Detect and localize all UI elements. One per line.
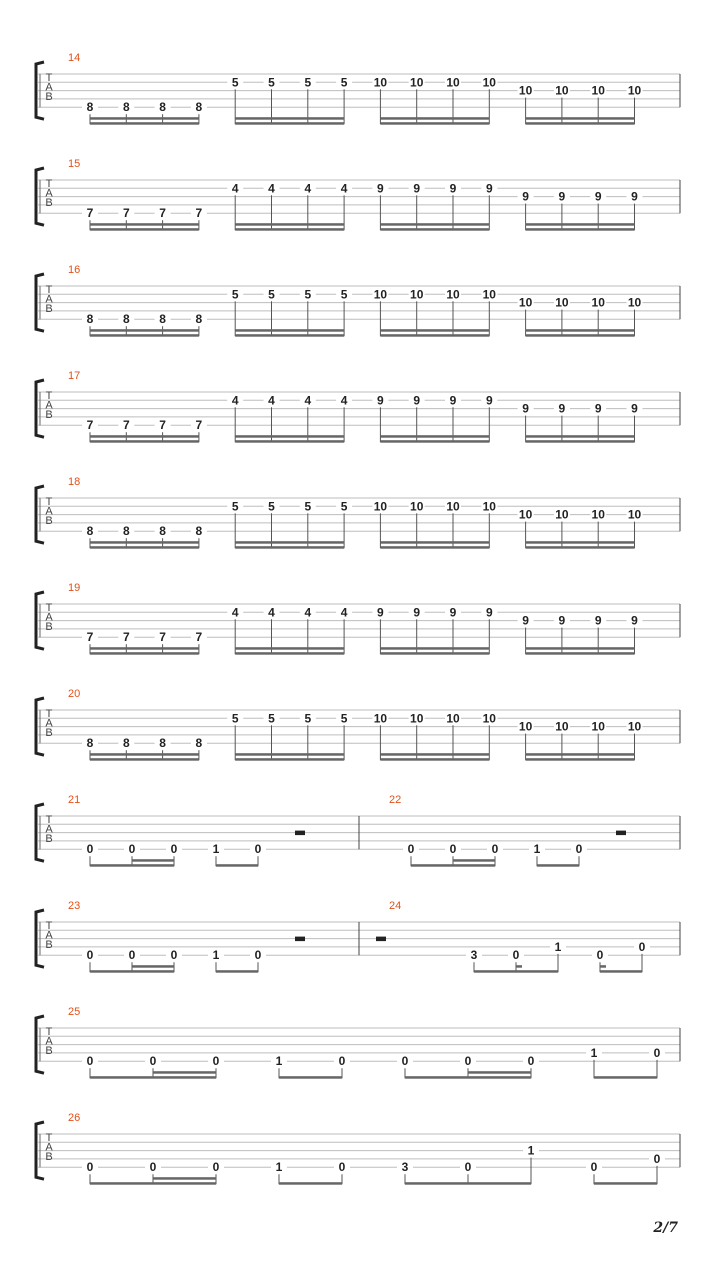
fret-number: 4 (304, 181, 312, 196)
rest-mark (376, 937, 386, 942)
fret-number: 10 (410, 499, 424, 514)
beam (380, 228, 489, 231)
fret-number: 0 (653, 1045, 661, 1060)
beam (90, 758, 199, 761)
fret-number: 8 (195, 524, 203, 539)
tab-clef-letter: A (45, 611, 53, 624)
fret-number: 5 (268, 499, 275, 514)
fret-number: 10 (482, 499, 496, 514)
beam (90, 970, 174, 973)
measure-number: 18 (68, 476, 81, 488)
fret-number: 10 (518, 83, 533, 98)
fret-number: 0 (149, 1160, 157, 1175)
fret-number: 8 (195, 100, 203, 115)
beam (380, 122, 489, 125)
fret-number: 8 (159, 736, 166, 751)
beam (526, 223, 635, 226)
fret-number: 5 (231, 711, 239, 726)
tab-clef-letter: B (45, 197, 53, 209)
beam (380, 223, 489, 226)
beam (594, 1076, 657, 1079)
fret-number: 10 (591, 507, 605, 522)
fret-number: 10 (373, 499, 388, 514)
beam (380, 440, 489, 443)
fret-number: 7 (122, 206, 130, 221)
tab-system (36, 1006, 680, 1079)
tab-system (36, 264, 680, 337)
fret-number: 5 (231, 499, 239, 514)
fret-number: 4 (340, 181, 348, 196)
fret-number: 0 (254, 842, 262, 857)
tab-clef-letter: A (45, 717, 53, 730)
fret-number: 8 (122, 736, 130, 751)
fret-number: 10 (373, 75, 388, 90)
beam (526, 334, 635, 337)
beam (90, 541, 199, 544)
fret-number: 1 (212, 948, 220, 963)
fret-number: 8 (86, 736, 94, 751)
beam (526, 647, 635, 650)
beam (380, 546, 489, 549)
fret-number: 0 (170, 842, 178, 857)
fret-number: 10 (410, 711, 424, 726)
beam (526, 541, 635, 544)
beam (380, 647, 489, 650)
fret-number: 9 (594, 613, 602, 628)
beam (526, 122, 635, 125)
fret-number: 8 (86, 312, 94, 327)
tab-clef-letter: A (45, 1141, 53, 1154)
fret-number: 9 (558, 401, 566, 416)
tab-clef-letter: B (45, 1151, 53, 1163)
measure-number: 17 (68, 370, 81, 382)
measure-number: 20 (68, 688, 81, 700)
tab-clef-letter: T (45, 814, 53, 826)
tab-system (36, 1112, 680, 1185)
fret-number: 5 (340, 711, 348, 726)
beam (90, 440, 199, 443)
beam (90, 647, 199, 650)
fret-number: 9 (377, 181, 384, 196)
rest-mark (295, 831, 305, 836)
rest-mark (616, 831, 626, 836)
tab-clef-letter: A (45, 1035, 53, 1048)
beam (235, 228, 344, 231)
fret-number: 8 (159, 312, 166, 327)
measure-number: 14 (68, 52, 81, 64)
beam (235, 440, 344, 443)
beam (600, 970, 642, 973)
fret-number: 3 (470, 948, 478, 963)
fret-number: 0 (527, 1054, 535, 1069)
measure-number: 24 (389, 900, 402, 912)
beam (526, 435, 635, 438)
fret-number: 1 (212, 842, 220, 857)
fret-number: 5 (268, 287, 275, 302)
fret-number: 7 (122, 418, 130, 433)
tab-system (36, 688, 680, 761)
beam (453, 859, 495, 862)
beam (235, 223, 344, 226)
fret-number: 0 (338, 1160, 346, 1175)
fret-number: 0 (149, 1054, 157, 1069)
fret-number: 0 (512, 948, 520, 963)
fret-number: 10 (373, 287, 388, 302)
fret-number: 8 (122, 312, 130, 327)
fret-number: 1 (533, 842, 541, 857)
fret-number: 7 (159, 418, 166, 433)
beam (474, 970, 558, 973)
fret-number: 5 (340, 287, 348, 302)
fret-number: 1 (590, 1045, 598, 1060)
tab-clef-letter: A (45, 187, 53, 200)
fret-number: 10 (410, 287, 424, 302)
beam (526, 440, 635, 443)
beam (132, 965, 174, 968)
tab-clef-letter: B (45, 409, 53, 421)
measure-number: 21 (68, 794, 81, 806)
fret-number: 0 (449, 842, 457, 857)
fret-number: 5 (304, 75, 312, 90)
fret-number: 0 (596, 948, 604, 963)
beam (380, 435, 489, 438)
fret-number: 10 (482, 75, 496, 90)
beam (216, 970, 258, 973)
fret-number: 0 (464, 1054, 472, 1069)
fret-number: 9 (413, 393, 421, 408)
beam (380, 541, 489, 544)
fret-number: 10 (518, 295, 533, 310)
fret-number: 10 (591, 83, 605, 98)
fret-number: 8 (195, 736, 203, 751)
beam (279, 1076, 342, 1079)
fret-number: 9 (594, 401, 602, 416)
beam (279, 1182, 342, 1185)
tab-clef-letter: B (45, 303, 53, 315)
fret-number: 7 (159, 206, 166, 221)
fret-number: 0 (401, 1054, 409, 1069)
beam (132, 859, 174, 862)
tab-clef-letter: B (45, 833, 53, 845)
tab-clef-letter: T (45, 1132, 53, 1144)
beam (526, 117, 635, 120)
fret-number: 8 (86, 524, 94, 539)
page-number: 2/7 (653, 1220, 678, 1236)
beam (90, 117, 199, 120)
fret-number: 9 (377, 605, 384, 620)
beam (380, 329, 489, 332)
fret-number: 4 (304, 393, 312, 408)
tab-clef-letter: T (45, 284, 53, 296)
fret-number: 10 (555, 83, 569, 98)
beam (526, 652, 635, 655)
fret-number: 5 (304, 287, 312, 302)
measure-number: 25 (68, 1006, 81, 1018)
tab-clef-letter: B (45, 621, 53, 633)
fret-number: 4 (268, 605, 275, 620)
fret-number: 5 (268, 711, 275, 726)
tab-clef-letter: T (45, 390, 53, 402)
fret-number: 4 (231, 605, 239, 620)
fret-number: 0 (86, 948, 94, 963)
tab-clef-letter: A (45, 505, 53, 518)
fret-number: 10 (627, 719, 642, 734)
beam (235, 652, 344, 655)
fret-number: 9 (631, 189, 638, 204)
fret-number: 10 (555, 719, 569, 734)
fret-number: 7 (122, 630, 130, 645)
beam (468, 1071, 531, 1074)
fret-number: 10 (482, 711, 496, 726)
fret-number: 10 (373, 711, 388, 726)
tab-clef-letter: B (45, 515, 53, 527)
beam (235, 329, 344, 332)
tab-clef-letter: B (45, 1045, 53, 1057)
tab-clef-letter: T (45, 1026, 53, 1038)
fret-number: 0 (653, 1151, 661, 1166)
fret-number: 8 (122, 524, 130, 539)
fret-number: 9 (485, 605, 493, 620)
tab-clef-letter: T (45, 178, 53, 190)
rest-mark (295, 937, 305, 942)
fret-number: 9 (485, 393, 493, 408)
beam (153, 1177, 216, 1180)
beam (411, 864, 495, 867)
beam (600, 965, 606, 968)
fret-number: 9 (522, 613, 529, 628)
fret-number: 7 (195, 206, 203, 221)
fret-number: 9 (631, 401, 638, 416)
fret-number: 5 (268, 75, 275, 90)
beam (90, 652, 199, 655)
beam (90, 1182, 216, 1185)
beam (235, 334, 344, 337)
fret-number: 4 (340, 605, 348, 620)
fret-number: 1 (275, 1160, 283, 1175)
beam (90, 864, 174, 867)
tab-system (36, 370, 680, 443)
tab-clef-letter: T (45, 708, 53, 720)
fret-number: 0 (128, 948, 136, 963)
fret-number: 3 (401, 1160, 409, 1175)
fret-number: 9 (485, 181, 493, 196)
fret-number: 10 (482, 287, 496, 302)
fret-number: 5 (231, 75, 239, 90)
beam (526, 546, 635, 549)
tab-clef-letter: T (45, 496, 53, 508)
fret-number: 9 (377, 393, 384, 408)
measure-number: 15 (68, 158, 81, 170)
fret-number: 4 (304, 605, 312, 620)
beam (526, 329, 635, 332)
tab-system (36, 476, 680, 549)
fret-number: 10 (518, 507, 533, 522)
beam (90, 1076, 216, 1079)
fret-number: 0 (170, 948, 178, 963)
beam (516, 965, 522, 968)
beam (594, 1182, 657, 1185)
fret-number: 9 (558, 613, 566, 628)
fret-number: 0 (86, 842, 94, 857)
fret-number: 0 (338, 1054, 346, 1069)
beam (90, 223, 199, 226)
fret-number: 0 (407, 842, 415, 857)
fret-number: 9 (413, 605, 421, 620)
fret-number: 7 (86, 206, 94, 221)
fret-number: 0 (212, 1160, 220, 1175)
tab-clef-letter: T (45, 920, 53, 932)
beam (405, 1182, 531, 1185)
measure-number: 23 (68, 900, 81, 912)
beam (235, 546, 344, 549)
beam (90, 329, 199, 332)
beam (235, 541, 344, 544)
tab-clef-letter: A (45, 399, 53, 412)
tab-clef-letter: A (45, 929, 53, 942)
fret-number: 9 (413, 181, 421, 196)
beam (90, 122, 199, 125)
fret-number: 10 (446, 287, 460, 302)
fret-number: 4 (340, 393, 348, 408)
fret-number: 9 (449, 393, 457, 408)
fret-number: 10 (555, 295, 569, 310)
fret-number: 5 (340, 75, 348, 90)
tab-clef-letter: B (45, 727, 53, 739)
fret-number: 9 (449, 181, 457, 196)
fret-number: 10 (446, 711, 460, 726)
tab-system (36, 582, 680, 655)
fret-number: 4 (268, 181, 275, 196)
fret-number: 4 (231, 181, 239, 196)
fret-number: 8 (159, 524, 166, 539)
fret-number: 9 (594, 189, 602, 204)
tab-clef-letter: A (45, 293, 53, 306)
fret-number: 5 (340, 499, 348, 514)
fret-number: 9 (558, 189, 566, 204)
beam (235, 117, 344, 120)
tab-clef-letter: B (45, 91, 53, 103)
fret-number: 10 (555, 507, 569, 522)
beam (235, 122, 344, 125)
measure-number: 22 (389, 794, 402, 806)
beam (90, 753, 199, 756)
fret-number: 0 (638, 939, 646, 954)
tab-system (36, 158, 680, 231)
beam (90, 435, 199, 438)
beam (380, 758, 489, 761)
fret-number: 10 (627, 83, 642, 98)
tab-clef-letter: T (45, 72, 53, 84)
fret-number: 8 (159, 100, 166, 115)
fret-number: 10 (446, 75, 460, 90)
fret-number: 7 (86, 418, 94, 433)
fret-number: 8 (122, 100, 130, 115)
fret-number: 0 (491, 842, 499, 857)
fret-number: 4 (268, 393, 275, 408)
fret-number: 0 (212, 1054, 220, 1069)
tab-system (36, 900, 680, 973)
tab-system (36, 794, 680, 867)
fret-number: 0 (86, 1054, 94, 1069)
fret-number: 0 (464, 1160, 472, 1175)
fret-number: 5 (304, 499, 312, 514)
fret-number: 7 (159, 630, 166, 645)
fret-number: 10 (591, 295, 605, 310)
fret-number: 0 (575, 842, 583, 857)
beam (526, 758, 635, 761)
beam (380, 334, 489, 337)
measure-number: 19 (68, 582, 81, 594)
tab-clef-letter: T (45, 602, 53, 614)
beam (90, 228, 199, 231)
fret-number: 0 (86, 1160, 94, 1175)
fret-number: 5 (304, 711, 312, 726)
beam (380, 117, 489, 120)
beam (153, 1071, 216, 1074)
beam (235, 758, 344, 761)
beam (405, 1076, 531, 1079)
fret-number: 10 (518, 719, 533, 734)
fret-number: 1 (554, 939, 562, 954)
fret-number: 5 (231, 287, 239, 302)
beam (235, 753, 344, 756)
fret-number: 7 (195, 418, 203, 433)
beam (90, 334, 199, 337)
beam (235, 647, 344, 650)
fret-number: 10 (627, 507, 642, 522)
fret-number: 10 (591, 719, 605, 734)
fret-number: 4 (231, 393, 239, 408)
beam (526, 228, 635, 231)
fret-number: 0 (590, 1160, 598, 1175)
tab-system (36, 52, 680, 125)
beam (216, 864, 258, 867)
beam (537, 864, 579, 867)
fret-number: 0 (128, 842, 136, 857)
fret-number: 10 (446, 499, 460, 514)
fret-number: 7 (195, 630, 203, 645)
fret-number: 1 (527, 1143, 535, 1158)
fret-number: 0 (254, 948, 262, 963)
fret-number: 9 (631, 613, 638, 628)
tab-clef-letter: A (45, 823, 53, 836)
beam (380, 753, 489, 756)
fret-number: 8 (86, 100, 94, 115)
beam (90, 546, 199, 549)
beam (380, 652, 489, 655)
tab-clef-letter: B (45, 939, 53, 951)
tab-clef-letter: A (45, 81, 53, 94)
beam (235, 435, 344, 438)
fret-number: 9 (449, 605, 457, 620)
measure-number: 26 (68, 1112, 81, 1124)
fret-number: 1 (275, 1054, 283, 1069)
fret-number: 9 (522, 401, 529, 416)
fret-number: 7 (86, 630, 94, 645)
fret-number: 10 (410, 75, 424, 90)
fret-number: 8 (195, 312, 203, 327)
beam (526, 753, 635, 756)
fret-number: 9 (522, 189, 529, 204)
measure-number: 16 (68, 264, 81, 276)
fret-number: 10 (627, 295, 642, 310)
